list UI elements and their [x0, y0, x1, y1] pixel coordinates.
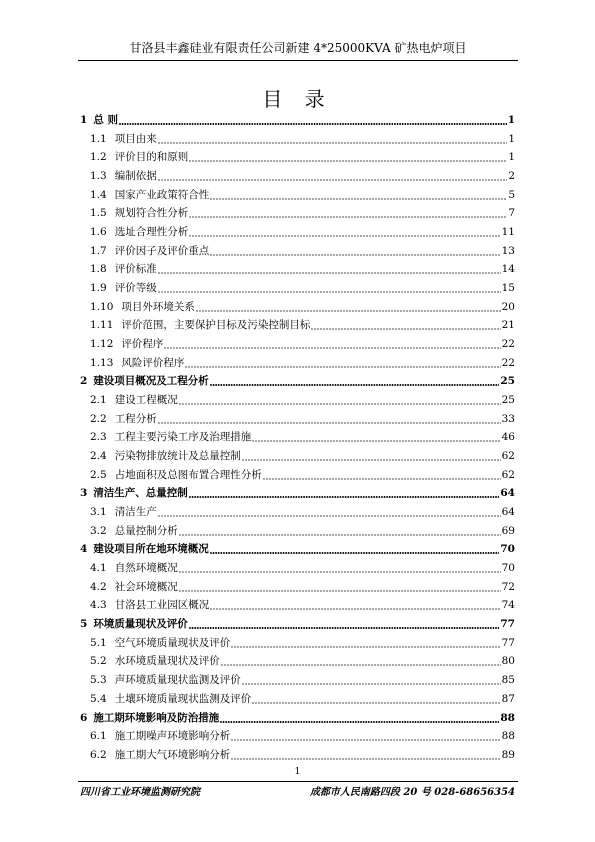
dot-leader	[263, 466, 501, 485]
toc-section-entry	[0, 298, 595, 317]
toc-entry-number: 1.5	[90, 207, 107, 220]
dot-leader	[210, 596, 500, 615]
dot-leader	[231, 634, 500, 653]
toc-section-entry	[0, 148, 595, 167]
toc-entry-page: 15	[501, 282, 515, 295]
toc-entry-number: 1	[80, 114, 88, 126]
toc-entry-page: 13	[501, 244, 515, 257]
toc-section-entry	[0, 727, 595, 746]
toc-entry-number: 2	[80, 375, 88, 388]
dot-leader	[242, 671, 501, 690]
toc-entry-page: 77	[500, 618, 515, 631]
toc-entry-number: 4	[80, 543, 88, 556]
toc-chapter-entry	[0, 615, 595, 634]
toc-entry-number: 4.3	[90, 599, 107, 612]
toc-section-entry	[0, 559, 595, 578]
toc-chapter-entry	[0, 709, 595, 728]
toc-entry-number: 3	[80, 487, 88, 500]
toc-entry-page: 72	[501, 580, 515, 593]
toc-section-entry	[0, 746, 595, 765]
toc-entry-page: 69	[501, 524, 515, 537]
toc-entry-number: 3.2	[90, 524, 107, 537]
dot-leader	[185, 354, 500, 373]
toc-entry-page: 88	[500, 711, 515, 724]
header-rule	[78, 60, 518, 61]
dot-leader	[158, 260, 501, 279]
toc-chapter-entry	[0, 111, 595, 130]
toc-chapter-entry	[0, 540, 595, 559]
toc-entry-title: 总 则	[93, 114, 118, 126]
dot-leader	[252, 690, 500, 709]
toc-entry-number: 2.4	[90, 450, 107, 463]
toc-entry-page: 14	[501, 263, 515, 276]
toc-entry-number: 1.12	[90, 338, 114, 351]
toc-entry-page: 1	[508, 151, 515, 164]
toc-entry-title: 评价程序	[121, 338, 164, 351]
dot-leader	[196, 298, 501, 317]
toc-chapter-entry	[0, 484, 595, 503]
toc-entry-number: 2.3	[90, 431, 107, 444]
toc-section-entry	[0, 466, 595, 485]
toc-entry-page: 62	[501, 468, 515, 481]
toc-entry-title: 空气环境质量现状及评价	[114, 636, 231, 649]
toc-entry-page: 21	[501, 319, 515, 332]
toc-section-entry	[0, 447, 595, 466]
toc-section-entry	[0, 335, 595, 354]
toc-entry-number: 5	[80, 618, 88, 631]
dot-leader	[179, 578, 501, 597]
toc-entry-number: 1.1	[90, 132, 107, 145]
toc-entry-number: 1.4	[90, 188, 107, 201]
toc-entry-page: 85	[501, 674, 515, 687]
toc-entry-number: 1.6	[90, 226, 107, 239]
dot-leader	[179, 559, 501, 578]
dot-leader	[311, 316, 500, 335]
toc-section-entry	[0, 671, 595, 690]
toc-section-entry	[0, 223, 595, 242]
dot-leader	[189, 615, 500, 634]
toc-entry-number: 4.2	[90, 580, 107, 593]
toc-entry-number: 4.1	[90, 562, 107, 575]
toc-entry-title: 清洁生产、总量控制	[93, 487, 188, 500]
toc-title: 目 录	[262, 87, 333, 111]
running-header-title: 甘洛县丰鑫硅业有限责任公司新建 4*25000KVA 矿热电炉项目	[129, 41, 467, 55]
dot-leader	[221, 652, 501, 671]
dot-leader	[158, 410, 501, 429]
toc-entry-number: 1.9	[90, 282, 107, 295]
toc-entry-title: 建设项目概况及工程分析	[93, 375, 209, 388]
toc-entry-title: 评价范围，主要保护目标及污染控制目标	[121, 319, 311, 332]
dot-leader	[210, 186, 507, 205]
toc-entry-page: 70	[501, 562, 515, 575]
toc-entry-page: 89	[501, 748, 515, 761]
toc-entry-title: 项目由来	[114, 132, 157, 145]
toc-entry-title: 建设工程概况	[114, 394, 178, 407]
toc-entry-title: 环境质量现状及评价	[93, 618, 188, 631]
toc-entry-title: 评价目的和原则	[114, 151, 189, 164]
toc-entry-page: 1	[507, 114, 515, 126]
toc-entry-number: 2.2	[90, 412, 107, 425]
toc-entry-title: 选址合理性分析	[114, 226, 189, 239]
toc-entry-number: 1.13	[90, 356, 114, 369]
dot-leader	[179, 391, 501, 410]
toc-entry-title: 编制依据	[114, 170, 157, 183]
toc-entry-number: 1.3	[90, 170, 107, 183]
dot-leader	[158, 167, 508, 186]
toc-entry-page: 74	[501, 599, 515, 612]
toc-section-entry	[0, 316, 595, 335]
toc-entry-title: 声环境质量现状监测及评价	[114, 674, 241, 687]
toc-entry-title: 国家产业政策符合性	[114, 188, 210, 201]
toc-entry-page: 80	[501, 655, 515, 668]
footer-address: 成都市人民南路四段 20 号 028-68656354	[309, 787, 515, 798]
dot-leader	[189, 148, 507, 167]
toc-entry-title: 建设项目所在地环境概况	[93, 543, 209, 556]
toc-entry-number: 3.1	[90, 506, 107, 519]
toc-list	[0, 111, 595, 765]
toc-entry-title: 项目外环境关系	[121, 300, 195, 313]
dot-leader	[189, 204, 507, 223]
toc-section-entry	[0, 279, 595, 298]
toc-entry-title: 施工期噪声环境影响分析	[114, 730, 231, 743]
toc-entry-page: 11	[501, 226, 515, 239]
toc-section-entry	[0, 391, 595, 410]
toc-entry-title: 总量控制分析	[114, 524, 178, 537]
toc-section-entry	[0, 652, 595, 671]
dot-leader	[210, 540, 500, 559]
dot-leader	[158, 503, 501, 522]
toc-entry-title: 社会环境概况	[114, 580, 178, 593]
toc-entry-number: 2.5	[90, 468, 107, 481]
dot-leader	[189, 484, 500, 503]
toc-entry-title: 工程分析	[114, 412, 157, 425]
toc-section-entry	[0, 242, 595, 261]
toc-entry-title: 评价标准	[114, 263, 157, 276]
toc-entry-number: 5.3	[90, 674, 107, 687]
dot-leader	[242, 447, 501, 466]
toc-section-entry	[0, 130, 595, 149]
toc-section-entry	[0, 204, 595, 223]
toc-entry-title: 污染物排放统计及总量控制	[114, 450, 241, 463]
toc-section-entry	[0, 690, 595, 709]
toc-entry-page: 88	[501, 730, 515, 743]
toc-entry-title: 施工期大气环境影响分析	[114, 748, 231, 761]
dot-leader	[158, 130, 508, 149]
toc-entry-page: 87	[501, 692, 515, 705]
dot-leader	[164, 335, 500, 354]
toc-entry-title: 施工期环境影响及防治措施	[93, 711, 220, 724]
toc-entry-page: 64	[501, 506, 515, 519]
toc-entry-title: 工程主要污染工序及治理措施	[114, 431, 252, 444]
toc-entry-number: 1.8	[90, 263, 107, 276]
toc-entry-page: 2	[508, 170, 515, 183]
toc-entry-page: 25	[501, 394, 515, 407]
dot-leader	[220, 709, 499, 728]
toc-entry-title: 评价等级	[114, 282, 157, 295]
toc-section-entry	[0, 503, 595, 522]
toc-entry-page: 77	[501, 636, 515, 649]
toc-section-entry	[0, 578, 595, 597]
toc-section-entry	[0, 410, 595, 429]
dot-leader	[210, 372, 500, 391]
toc-entry-page: 22	[501, 338, 515, 351]
toc-entry-page: 22	[501, 356, 515, 369]
toc-entry-number: 1.11	[90, 319, 114, 332]
toc-section-entry	[0, 260, 595, 279]
footer-institution: 四川省工业环境监测研究院	[80, 787, 200, 798]
toc-entry-number: 5.2	[90, 655, 107, 668]
toc-section-entry	[0, 428, 595, 447]
toc-chapter-entry	[0, 372, 595, 391]
toc-entry-title: 土壤环境质量现状监测及评价	[114, 692, 252, 705]
toc-entry-number: 6.2	[90, 748, 107, 761]
toc-section-entry	[0, 186, 595, 205]
toc-entry-number: 5.4	[90, 692, 107, 705]
dot-leader	[210, 242, 500, 261]
dot-leader	[179, 522, 501, 541]
toc-entry-title: 规划符合性分析	[114, 207, 189, 220]
footer-rule	[78, 781, 518, 782]
toc-entry-title: 水环境质量现状及评价	[114, 655, 220, 668]
toc-entry-page: 7	[508, 207, 515, 220]
dot-leader	[231, 727, 500, 746]
dot-leader	[231, 746, 500, 765]
toc-entry-title: 甘洛县工业园区概况	[114, 599, 210, 612]
toc-entry-number: 6.1	[90, 730, 107, 743]
toc-entry-page: 64	[500, 487, 515, 500]
toc-entry-page: 46	[501, 431, 515, 444]
toc-entry-title: 评价因子及评价重点	[114, 244, 210, 257]
toc-section-entry	[0, 354, 595, 373]
toc-entry-title: 占地面积及总图布置合理性分析	[114, 468, 262, 481]
toc-entry-title: 清洁生产	[114, 506, 157, 519]
toc-entry-number: 5.1	[90, 636, 107, 649]
dot-leader	[119, 111, 507, 130]
dot-leader	[189, 223, 500, 242]
toc-entry-page: 70	[500, 543, 515, 556]
toc-entry-page: 25	[500, 375, 515, 388]
toc-entry-page: 20	[501, 300, 515, 313]
toc-entry-number: 1.2	[90, 151, 107, 164]
toc-entry-page: 62	[501, 450, 515, 463]
page-number: 1	[294, 767, 301, 777]
toc-entry-page: 1	[508, 132, 515, 145]
toc-entry-title: 自然环境概况	[114, 562, 178, 575]
toc-entry-number: 1.10	[90, 300, 114, 313]
dot-leader	[252, 428, 500, 447]
toc-entry-page: 33	[501, 412, 515, 425]
toc-entry-number: 6	[80, 711, 88, 724]
toc-entry-number: 1.7	[90, 244, 107, 257]
toc-entry-title: 风险评价程序	[121, 356, 185, 369]
toc-section-entry	[0, 167, 595, 186]
toc-section-entry	[0, 634, 595, 653]
toc-entry-page: 5	[508, 188, 515, 201]
toc-entry-number: 2.1	[90, 394, 107, 407]
toc-section-entry	[0, 596, 595, 615]
dot-leader	[158, 279, 501, 298]
toc-section-entry	[0, 522, 595, 541]
